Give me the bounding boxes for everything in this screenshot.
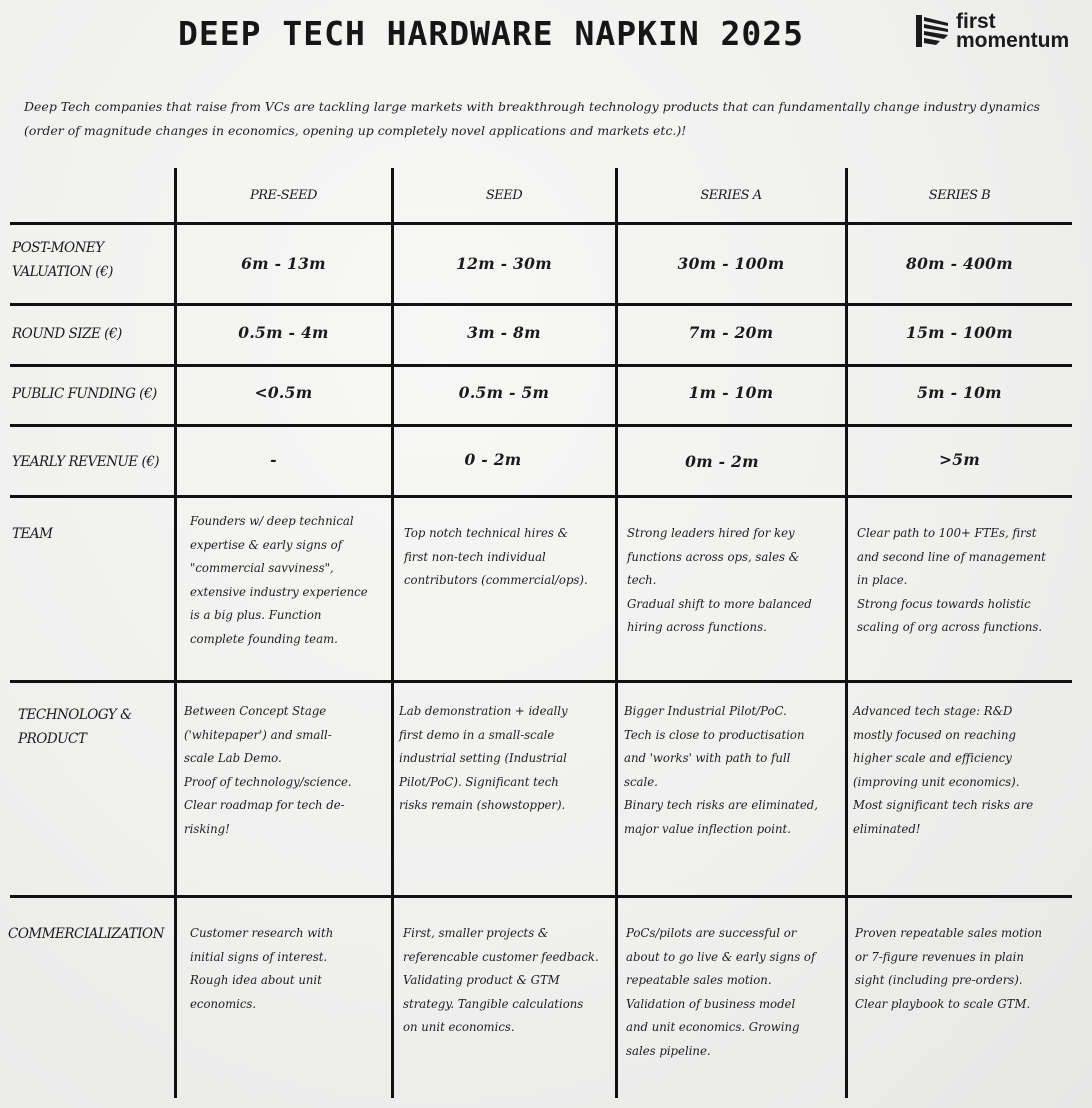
column-header-pre-seed: PRE-SEED	[250, 188, 317, 203]
tech-series-a: Bigger Industrial Pilot/PoC. Tech is close to productisation and 'works' with path to full scale. Binary tech risks are eliminated, major value inflection point.	[624, 704, 818, 836]
row-label-yearly-revenue: YEARLY REVENUE (€)	[12, 454, 160, 470]
intro-text: Deep Tech companies that raise from VCs are tackling large markets with breakthrough technology products that can fundamentally change industry dynamics (order of magnitude changes in economics, opening up completely novel applications and markets etc.)!	[24, 99, 1040, 138]
round-size-seed: 3m - 8m	[467, 323, 541, 342]
yearly-revenue-series-b: >5m	[938, 450, 981, 469]
valuation-series-a: 30m - 100m	[677, 254, 785, 273]
yearly-revenue-series-a: 0m - 2m	[685, 452, 759, 471]
row-label-technology: TECHNOLOGY & PRODUCT	[18, 707, 132, 747]
team-seed: Top notch technical hires & first non-tech individual contributors (commercial/ops).	[404, 526, 588, 588]
grid-line	[10, 222, 1072, 225]
public-funding-series-b: 5m - 10m	[917, 383, 1002, 402]
public-funding-pre-seed: <0.5m	[254, 383, 313, 402]
tech-pre-seed: Between Concept Stage ('whitepaper') and small- scale Lab Demo. Proof of technology/science. Clear roadmap for tech de- risking!	[184, 704, 352, 836]
first-momentum-logo-icon	[914, 13, 950, 49]
row-label-valuation: POST-MONEY VALUATION (€)	[12, 240, 113, 280]
grid-line	[174, 168, 177, 1098]
row-label-round-size: ROUND SIZE (€)	[12, 326, 122, 342]
column-header-series-b: SERIES B	[928, 188, 991, 203]
column-header-series-a: SERIES A	[700, 188, 762, 203]
grid-line	[10, 680, 1072, 683]
tech-series-b: Advanced tech stage: R&D mostly focused on reaching higher scale and efficiency (improving unit economics). Most significant tech risks are eliminated!	[853, 704, 1034, 836]
yearly-revenue-seed: 0 - 2m	[464, 450, 522, 469]
grid-line	[10, 495, 1072, 498]
grid-line	[10, 364, 1072, 367]
public-funding-series-a: 1m - 10m	[688, 383, 774, 402]
logo-text-first: first	[956, 10, 996, 33]
valuation-seed: 12m - 30m	[456, 254, 552, 273]
valuation-series-b: 80m - 400m	[906, 254, 1013, 273]
tech-seed: Lab demonstration + ideally first demo in a small-scale industrial setting (Industrial Pilot/PoC). Significant tech risks remain (showstopper).	[399, 704, 568, 813]
row-label-commercialization: COMMERCIALIZATION	[8, 926, 164, 942]
team-series-b: Clear path to 100+ FTEs, first and second line of management in place. Strong focus towards holistic scaling of org across functions.	[857, 526, 1046, 635]
commercial-series-a: PoCs/pilots are successful or about to go live & early signs of repeatable sales motion. Validation of business model and unit economics. Growing sales pipeline.	[626, 926, 816, 1058]
grid-line	[10, 895, 1072, 898]
yearly-revenue-pre-seed: -	[270, 450, 277, 469]
column-header-seed: SEED	[485, 188, 523, 203]
row-label-public-funding: PUBLIC FUNDING (€)	[12, 386, 157, 402]
team-pre-seed: Founders w/ deep technical expertise & early signs of "commercial savviness", extensive industry experience is a big plus. Function complete founding team.	[190, 514, 368, 646]
logo-text-momentum: momentum	[956, 29, 1070, 52]
grid-line	[10, 424, 1072, 427]
round-size-series-a: 7m - 20m	[688, 323, 774, 342]
commercial-pre-seed: Customer research with initial signs of interest. Rough idea about unit economics.	[190, 926, 334, 1011]
page-title: DEEP TECH HARDWARE NAPKIN 2025	[178, 14, 805, 53]
round-size-pre-seed: 0.5m - 4m	[238, 323, 329, 342]
valuation-pre-seed: 6m - 13m	[241, 254, 326, 273]
grid-line	[845, 168, 848, 1098]
public-funding-seed: 0.5m - 5m	[458, 383, 550, 402]
grid-line	[391, 168, 394, 1098]
grid-line	[615, 168, 618, 1098]
commercial-seed: First, smaller projects & referencable customer feedback. Validating product & GTM strategy. Tangible calculations on unit economics.	[403, 926, 599, 1035]
round-size-series-b: 15m - 100m	[906, 323, 1013, 342]
grid-line	[10, 303, 1072, 306]
logo	[914, 12, 1069, 50]
commercial-series-b: Proven repeatable sales motion or 7-figure revenues in plain sight (including pre-orders). Clear playbook to scale GTM.	[855, 926, 1043, 1011]
team-series-a: Strong leaders hired for key functions across ops, sales & tech. Gradual shift to more balanced hiring across functions.	[627, 526, 812, 635]
row-label-team: TEAM	[12, 526, 53, 542]
